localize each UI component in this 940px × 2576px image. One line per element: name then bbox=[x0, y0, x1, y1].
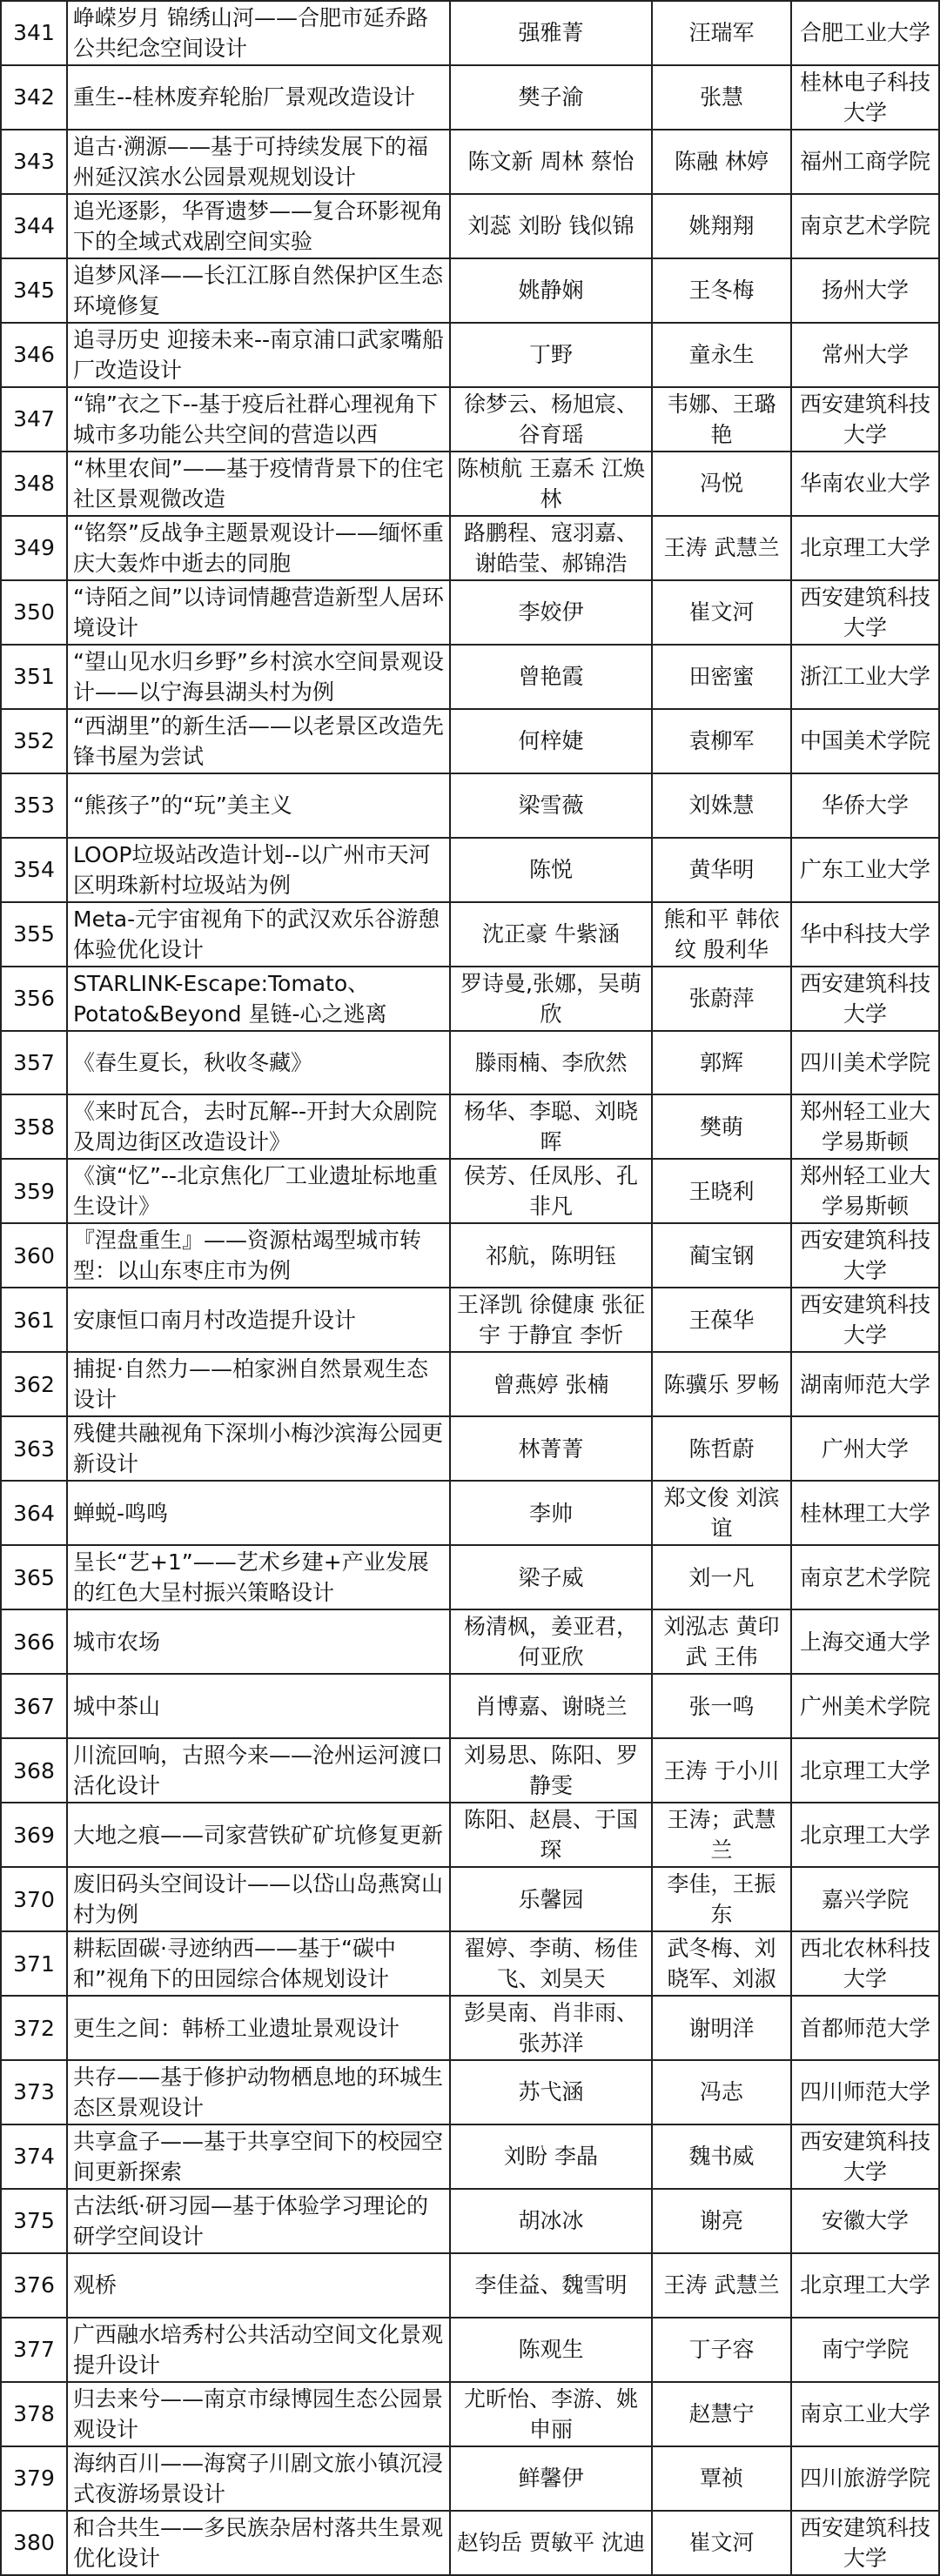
school-name: 广州美术学院 bbox=[791, 1674, 939, 1738]
project-title: 更生之间：韩桥工业遗址景观设计 bbox=[67, 1996, 450, 2060]
authors: 祁航，陈明钰 bbox=[450, 1223, 652, 1288]
project-title: 捕捉·自然力——柏家洲自然景观生态设计 bbox=[67, 1352, 450, 1416]
row-number: 345 bbox=[1, 258, 67, 323]
school-name: 四川旅游学院 bbox=[791, 2446, 939, 2511]
row-number: 344 bbox=[1, 194, 67, 258]
row-number: 371 bbox=[1, 1931, 67, 1996]
table-row bbox=[1, 773, 939, 838]
row-number: 343 bbox=[1, 130, 67, 194]
table-row bbox=[1, 1352, 939, 1416]
authors: 陈悦 bbox=[450, 838, 652, 902]
advisor: 王涛 武慧兰 bbox=[652, 2253, 791, 2318]
row-number: 372 bbox=[1, 1996, 67, 2060]
authors: 刘蕊 刘盼 钱似锦 bbox=[450, 194, 652, 258]
row-number: 377 bbox=[1, 2318, 67, 2382]
project-title: STARLINK-Escape:Tomato、Potato&Beyond 星链-心之逃离 bbox=[67, 967, 450, 1031]
project-title: 广西融水培秀村公共活动空间文化景观提升设计 bbox=[67, 2318, 450, 2382]
authors: 陈文新 周林 蔡怡 bbox=[450, 130, 652, 194]
authors: 樊子渝 bbox=[450, 65, 652, 130]
row-number: 379 bbox=[1, 2446, 67, 2511]
project-title: “锦”衣之下--基于疫后社群心理视角下城市多功能公共空间的营造以西 bbox=[67, 387, 450, 452]
table-row bbox=[1, 709, 939, 773]
advisor: 张慧 bbox=[652, 65, 791, 130]
table-row bbox=[1, 452, 939, 516]
table-row bbox=[1, 1609, 939, 1674]
advisor: 张一鸣 bbox=[652, 1674, 791, 1738]
row-number: 356 bbox=[1, 967, 67, 1031]
authors: 姚静娴 bbox=[450, 258, 652, 323]
school-name: 湖南师范大学 bbox=[791, 1352, 939, 1416]
row-number: 376 bbox=[1, 2253, 67, 2318]
advisor: 韦娜、王璐艳 bbox=[652, 387, 791, 452]
advisor: 王晓利 bbox=[652, 1159, 791, 1223]
authors: 陈桢航 王嘉禾 江焕林 bbox=[450, 452, 652, 516]
project-title: 海纳百川——海窝子川剧文旅小镇沉浸式夜游场景设计 bbox=[67, 2446, 450, 2511]
project-title: 共存——基于修护动物栖息地的环城生态区景观设计 bbox=[67, 2060, 450, 2124]
table-row bbox=[1, 1094, 939, 1159]
row-number: 352 bbox=[1, 709, 67, 773]
table-row bbox=[1, 902, 939, 967]
authors: 陈阳、赵晨、于国琛 bbox=[450, 1803, 652, 1867]
row-number: 342 bbox=[1, 65, 67, 130]
table-row bbox=[1, 1481, 939, 1545]
row-number: 366 bbox=[1, 1609, 67, 1674]
advisor: 魏书威 bbox=[652, 2124, 791, 2189]
authors: 曾燕婷 张楠 bbox=[450, 1352, 652, 1416]
advisor: 丁子容 bbox=[652, 2318, 791, 2382]
table-row bbox=[1, 323, 939, 387]
school-name: 西安建筑科技大学 bbox=[791, 2511, 939, 2575]
school-name: 北京理工大学 bbox=[791, 516, 939, 580]
row-number: 357 bbox=[1, 1031, 67, 1095]
table-row bbox=[1, 645, 939, 709]
project-title: “铭祭”反战争主题景观设计——缅怀重庆大轰炸中逝去的同胞 bbox=[67, 516, 450, 580]
authors: 沈正豪 牛紫涵 bbox=[450, 902, 652, 967]
advisor: 刘泓志 黄印武 王伟 bbox=[652, 1609, 791, 1674]
advisor: 刘姝慧 bbox=[652, 773, 791, 838]
advisor: 谢亮 bbox=[652, 2189, 791, 2253]
row-number: 380 bbox=[1, 2511, 67, 2575]
project-title: 归去来兮——南京市绿博园生态公园景观设计 bbox=[67, 2382, 450, 2446]
authors: 李帅 bbox=[450, 1481, 652, 1545]
row-number: 367 bbox=[1, 1674, 67, 1738]
table-row bbox=[1, 1223, 939, 1288]
advisor: 王葆华 bbox=[652, 1288, 791, 1352]
project-title: 追梦风泽——长江江豚自然保护区生态环境修复 bbox=[67, 258, 450, 323]
row-number: 362 bbox=[1, 1352, 67, 1416]
school-name: 中国美术学院 bbox=[791, 709, 939, 773]
table-body bbox=[1, 1, 939, 2575]
row-number: 368 bbox=[1, 1738, 67, 1803]
authors: 李佳益、魏雪明 bbox=[450, 2253, 652, 2318]
row-number: 361 bbox=[1, 1288, 67, 1352]
advisor: 陈哲蔚 bbox=[652, 1416, 791, 1481]
project-title: “林里农间”——基于疫情背景下的住宅社区景观微改造 bbox=[67, 452, 450, 516]
advisor: 蔺宝钢 bbox=[652, 1223, 791, 1288]
project-title: 追古·溯源——基于可持续发展下的福州延汉滨水公园景观规划设计 bbox=[67, 130, 450, 194]
authors: 陈观生 bbox=[450, 2318, 652, 2382]
row-number: 359 bbox=[1, 1159, 67, 1223]
authors: 胡冰冰 bbox=[450, 2189, 652, 2253]
school-name: 广州大学 bbox=[791, 1416, 939, 1481]
advisor: 王冬梅 bbox=[652, 258, 791, 323]
table-row bbox=[1, 2446, 939, 2511]
project-title: Meta-元宇宙视角下的武汉欢乐谷游憩体验优化设计 bbox=[67, 902, 450, 967]
row-number: 369 bbox=[1, 1803, 67, 1867]
authors: 杨华、李聪、刘晓晖 bbox=[450, 1094, 652, 1159]
project-title: “诗陌之间”以诗词情趣营造新型人居环境设计 bbox=[67, 580, 450, 645]
authors: 刘易思、陈阳、罗静雯 bbox=[450, 1738, 652, 1803]
advisor: 刘一凡 bbox=[652, 1545, 791, 1609]
table-row bbox=[1, 258, 939, 323]
project-title: 大地之痕——司家营铁矿矿坑修复更新 bbox=[67, 1803, 450, 1867]
school-name: 北京理工大学 bbox=[791, 1803, 939, 1867]
table-row bbox=[1, 1738, 939, 1803]
project-title: 《春生夏长，秋收冬藏》 bbox=[67, 1031, 450, 1095]
table-row bbox=[1, 1159, 939, 1223]
advisor: 崔文河 bbox=[652, 2511, 791, 2575]
row-number: 364 bbox=[1, 1481, 67, 1545]
advisor: 袁柳军 bbox=[652, 709, 791, 773]
table-row bbox=[1, 1867, 939, 1931]
table-row bbox=[1, 1803, 939, 1867]
row-number: 358 bbox=[1, 1094, 67, 1159]
project-title: 古法纸·研习园—基于体验学习理论的研学空间设计 bbox=[67, 2189, 450, 2253]
project-title: 安康恒口南月村改造提升设计 bbox=[67, 1288, 450, 1352]
table-row bbox=[1, 2253, 939, 2318]
project-title: 废旧码头空间设计——以岱山岛燕窝山村为例 bbox=[67, 1867, 450, 1931]
table-row bbox=[1, 1545, 939, 1609]
project-title: “望山见水归乡野”乡村滨水空间景观设计——以宁海县湖头村为例 bbox=[67, 645, 450, 709]
row-number: 378 bbox=[1, 2382, 67, 2446]
school-name: 南宁学院 bbox=[791, 2318, 939, 2382]
project-title: 观桥 bbox=[67, 2253, 450, 2318]
project-title: 《演“忆”--北京焦化厂工业遗址标地重生设计》 bbox=[67, 1159, 450, 1223]
school-name: 西安建筑科技大学 bbox=[791, 967, 939, 1031]
advisor: 王涛 武慧兰 bbox=[652, 516, 791, 580]
table-row bbox=[1, 1996, 939, 2060]
advisor: 姚翔翔 bbox=[652, 194, 791, 258]
project-title: 蝉蜕-鸣鸣 bbox=[67, 1481, 450, 1545]
advisor: 王涛 于小川 bbox=[652, 1738, 791, 1803]
row-number: 363 bbox=[1, 1416, 67, 1481]
table-row bbox=[1, 1416, 939, 1481]
table-row bbox=[1, 1031, 939, 1095]
table-row bbox=[1, 1288, 939, 1352]
table-row bbox=[1, 130, 939, 194]
table-row bbox=[1, 194, 939, 258]
authors: 翟婷、李萌、杨佳飞、刘昊天 bbox=[450, 1931, 652, 1996]
advisor: 黄华明 bbox=[652, 838, 791, 902]
project-title: 共享盒子——基于共享空间下的校园空间更新探索 bbox=[67, 2124, 450, 2189]
table-row bbox=[1, 2189, 939, 2253]
school-name: 西安建筑科技大学 bbox=[791, 387, 939, 452]
project-title: 『涅盘重生』——资源枯竭型城市转型：以山东枣庄市为例 bbox=[67, 1223, 450, 1288]
school-name: 常州大学 bbox=[791, 323, 939, 387]
advisor: 童永生 bbox=[652, 323, 791, 387]
school-name: 南京艺术学院 bbox=[791, 1545, 939, 1609]
authors: 徐梦云、杨旭宸、谷育瑶 bbox=[450, 387, 652, 452]
table-row bbox=[1, 2318, 939, 2382]
project-title: 耕耘固碳·寻迹纳西——基于“碳中和”视角下的田园综合体规划设计 bbox=[67, 1931, 450, 1996]
authors: 刘盼 李晶 bbox=[450, 2124, 652, 2189]
row-number: 365 bbox=[1, 1545, 67, 1609]
table-row bbox=[1, 1674, 939, 1738]
authors: 何梓婕 bbox=[450, 709, 652, 773]
school-name: 浙江工业大学 bbox=[791, 645, 939, 709]
table-row bbox=[1, 2060, 939, 2124]
school-name: 郑州轻工业大学易斯顿 bbox=[791, 1094, 939, 1159]
school-name: 合肥工业大学 bbox=[791, 1, 939, 65]
school-name: 首都师范大学 bbox=[791, 1996, 939, 2060]
school-name: 华中科技大学 bbox=[791, 902, 939, 967]
authors: 侯芳、任凤彤、孔非凡 bbox=[450, 1159, 652, 1223]
project-title: “西湖里”的新生活——以老景区改造先锋书屋为尝试 bbox=[67, 709, 450, 773]
school-name: 华侨大学 bbox=[791, 773, 939, 838]
table-row bbox=[1, 580, 939, 645]
school-name: 西安建筑科技大学 bbox=[791, 580, 939, 645]
authors: 曾艳霞 bbox=[450, 645, 652, 709]
table-row bbox=[1, 838, 939, 902]
school-name: 西安建筑科技大学 bbox=[791, 2124, 939, 2189]
school-name: 上海交通大学 bbox=[791, 1609, 939, 1674]
table-row bbox=[1, 516, 939, 580]
table-row bbox=[1, 967, 939, 1031]
row-number: 347 bbox=[1, 387, 67, 452]
project-title: “熊孩子”的“玩”美主义 bbox=[67, 773, 450, 838]
project-title: 残健共融视角下深圳小梅沙滨海公园更新设计 bbox=[67, 1416, 450, 1481]
authors: 林菁菁 bbox=[450, 1416, 652, 1481]
row-number: 348 bbox=[1, 452, 67, 516]
project-title: 峥嵘岁月 锦绣山河——合肥市延乔路公共纪念空间设计 bbox=[67, 1, 450, 65]
authors: 尤昕怡、李游、姚申丽 bbox=[450, 2382, 652, 2446]
project-title: 城中茶山 bbox=[67, 1674, 450, 1738]
project-title: 重生--桂林废弃轮胎厂景观改造设计 bbox=[67, 65, 450, 130]
row-number: 349 bbox=[1, 516, 67, 580]
advisor: 李佳，王振东 bbox=[652, 1867, 791, 1931]
table-row bbox=[1, 65, 939, 130]
project-title: 川流回响，古照今来——沧州运河渡口活化设计 bbox=[67, 1738, 450, 1803]
row-number: 346 bbox=[1, 323, 67, 387]
school-name: 北京理工大学 bbox=[791, 1738, 939, 1803]
row-number: 375 bbox=[1, 2189, 67, 2253]
advisor: 熊和平 韩依纹 殷利华 bbox=[652, 902, 791, 967]
school-name: 郑州轻工业大学易斯顿 bbox=[791, 1159, 939, 1223]
project-title: LOOP垃圾站改造计划--以广州市天河区明珠新村垃圾站为例 bbox=[67, 838, 450, 902]
row-number: 355 bbox=[1, 902, 67, 967]
school-name: 西安建筑科技大学 bbox=[791, 1223, 939, 1288]
advisor: 张蔚萍 bbox=[652, 967, 791, 1031]
advisor: 赵慧宁 bbox=[652, 2382, 791, 2446]
authors: 梁雪薇 bbox=[450, 773, 652, 838]
advisor: 郑文俊 刘滨谊 bbox=[652, 1481, 791, 1545]
authors: 罗诗曼,张娜，吴萌欣 bbox=[450, 967, 652, 1031]
authors: 肖博嘉、谢晓兰 bbox=[450, 1674, 652, 1738]
row-number: 341 bbox=[1, 1, 67, 65]
row-number: 354 bbox=[1, 838, 67, 902]
advisor: 陈骥乐 罗畅 bbox=[652, 1352, 791, 1416]
advisor: 冯悦 bbox=[652, 452, 791, 516]
school-name: 四川美术学院 bbox=[791, 1031, 939, 1095]
authors: 王泽凯 徐健康 张征宇 于静宜 李忻 bbox=[450, 1288, 652, 1352]
table-row bbox=[1, 1931, 939, 1996]
row-number: 350 bbox=[1, 580, 67, 645]
advisor: 武冬梅、刘晓军、刘淑 bbox=[652, 1931, 791, 1996]
school-name: 桂林电子科技大学 bbox=[791, 65, 939, 130]
row-number: 353 bbox=[1, 773, 67, 838]
advisor: 谢明洋 bbox=[652, 1996, 791, 2060]
table-row bbox=[1, 2382, 939, 2446]
school-name: 西北农林科技大学 bbox=[791, 1931, 939, 1996]
row-number: 374 bbox=[1, 2124, 67, 2189]
table-row bbox=[1, 2124, 939, 2189]
project-title: 呈长“艺+1”——艺术乡建+产业发展的红色大呈村振兴策略设计 bbox=[67, 1545, 450, 1609]
row-number: 360 bbox=[1, 1223, 67, 1288]
authors: 杨清枫，姜亚君，何亚欣 bbox=[450, 1609, 652, 1674]
school-name: 广东工业大学 bbox=[791, 838, 939, 902]
project-title: 和合共生——多民族杂居村落共生景观优化设计 bbox=[67, 2511, 450, 2575]
advisor: 冯志 bbox=[652, 2060, 791, 2124]
authors: 路鹏程、寇羽嘉、谢皓莹、郝锦浩 bbox=[450, 516, 652, 580]
authors: 苏弋涵 bbox=[450, 2060, 652, 2124]
advisor: 王涛；武慧兰 bbox=[652, 1803, 791, 1867]
school-name: 南京工业大学 bbox=[791, 2382, 939, 2446]
authors: 鲜馨伊 bbox=[450, 2446, 652, 2511]
authors: 滕雨楠、李欣然 bbox=[450, 1031, 652, 1095]
row-number: 373 bbox=[1, 2060, 67, 2124]
school-name: 四川师范大学 bbox=[791, 2060, 939, 2124]
table-row bbox=[1, 2511, 939, 2575]
school-name: 桂林理工大学 bbox=[791, 1481, 939, 1545]
advisor: 田密蜜 bbox=[652, 645, 791, 709]
school-name: 扬州大学 bbox=[791, 258, 939, 323]
authors: 强雅菁 bbox=[450, 1, 652, 65]
authors: 彭昊南、肖非雨、张苏洋 bbox=[450, 1996, 652, 2060]
school-name: 安徽大学 bbox=[791, 2189, 939, 2253]
authors: 李姣伊 bbox=[450, 580, 652, 645]
advisor: 陈融 林婷 bbox=[652, 130, 791, 194]
authors: 梁子威 bbox=[450, 1545, 652, 1609]
school-name: 福州工商学院 bbox=[791, 130, 939, 194]
authors: 赵钧岳 贾敏平 沈迪 bbox=[450, 2511, 652, 2575]
project-title: 《来时瓦合，去时瓦解--开封大众剧院及周边街区改造设计》 bbox=[67, 1094, 450, 1159]
advisor: 覃祯 bbox=[652, 2446, 791, 2511]
school-name: 西安建筑科技大学 bbox=[791, 1288, 939, 1352]
school-name: 南京艺术学院 bbox=[791, 194, 939, 258]
table-row bbox=[1, 1, 939, 65]
school-name: 北京理工大学 bbox=[791, 2253, 939, 2318]
advisor: 樊萌 bbox=[652, 1094, 791, 1159]
row-number: 351 bbox=[1, 645, 67, 709]
project-title: 追寻历史 迎接未来--南京浦口武家嘴船厂改造设计 bbox=[67, 323, 450, 387]
advisor: 汪瑞军 bbox=[652, 1, 791, 65]
school-name: 嘉兴学院 bbox=[791, 1867, 939, 1931]
advisor: 郭辉 bbox=[652, 1031, 791, 1095]
project-title: 城市农场 bbox=[67, 1609, 450, 1674]
authors: 丁野 bbox=[450, 323, 652, 387]
school-name: 华南农业大学 bbox=[791, 452, 939, 516]
project-title: 追光逐影，华胥遗梦——复合环影视角下的全域式戏剧空间实验 bbox=[67, 194, 450, 258]
advisor: 崔文河 bbox=[652, 580, 791, 645]
authors: 乐馨园 bbox=[450, 1867, 652, 1931]
table-row bbox=[1, 387, 939, 452]
row-number: 370 bbox=[1, 1867, 67, 1931]
